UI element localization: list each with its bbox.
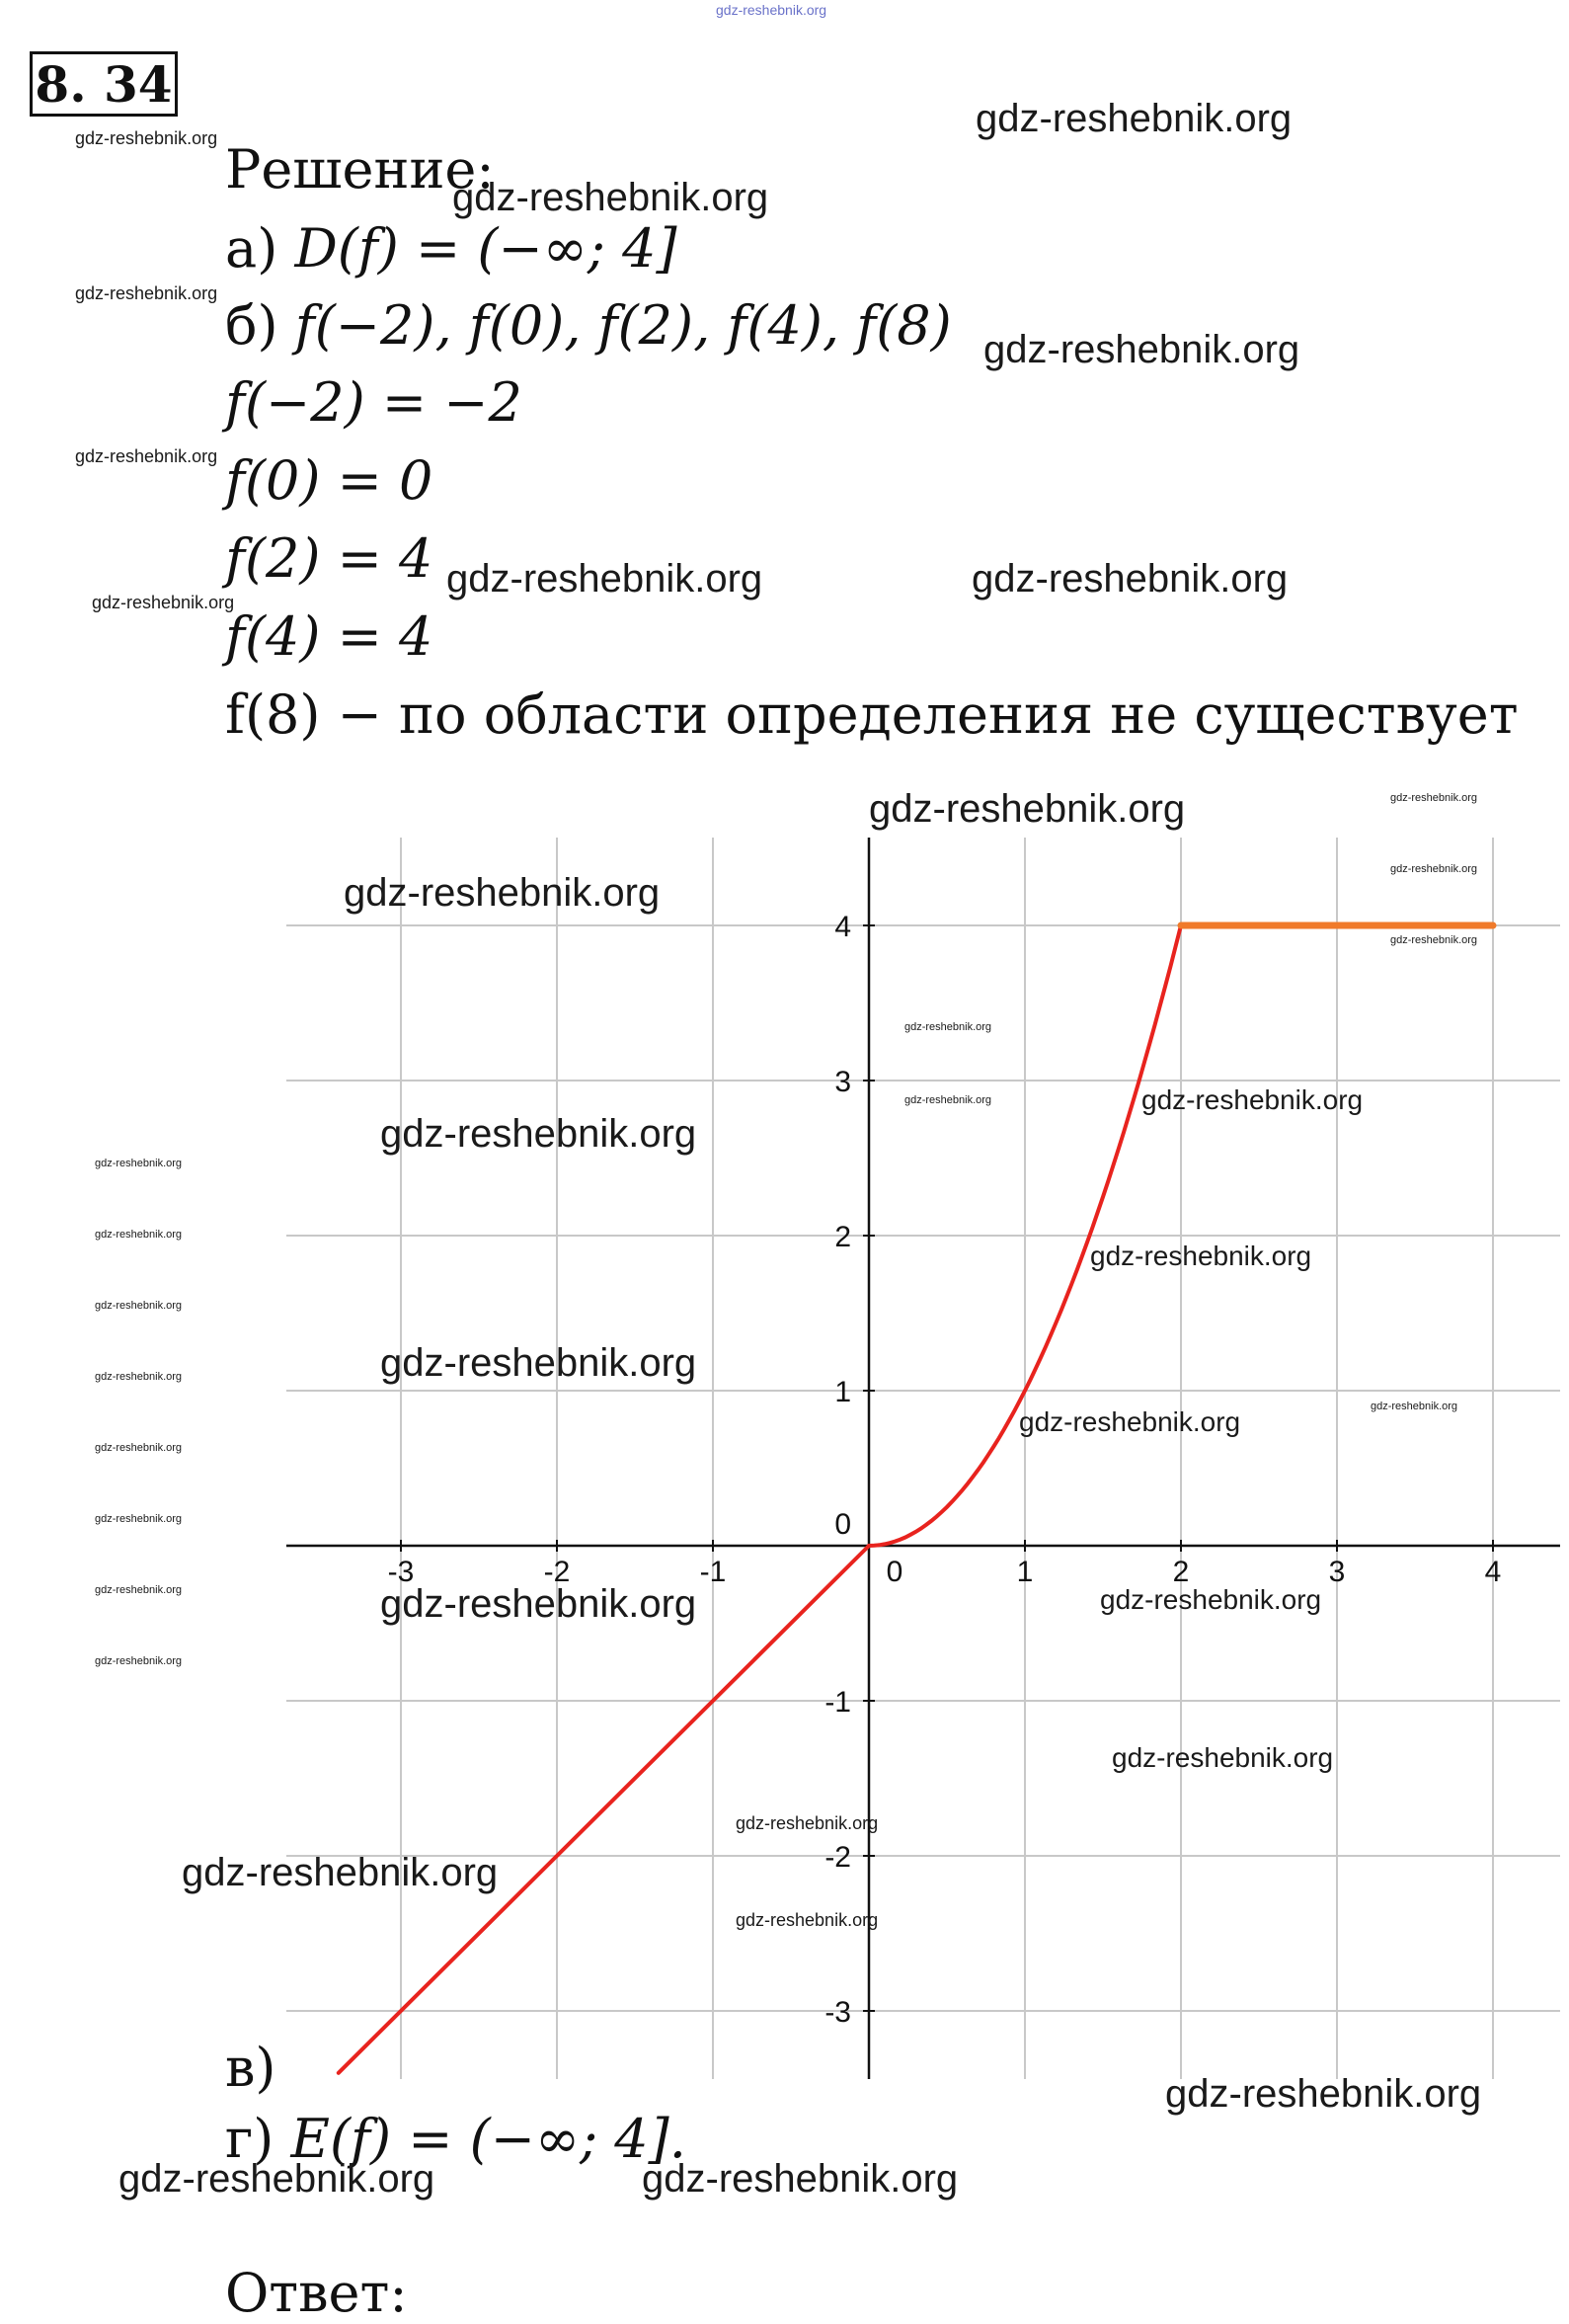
y-tick-label: -1 <box>824 1686 851 1719</box>
watermark: gdz-reshebnik.org <box>95 1371 183 1383</box>
solution-title: Решение: <box>225 138 495 200</box>
watermark: gdz-reshebnik.org <box>904 1094 992 1106</box>
watermark: gdz-reshebnik.org <box>92 593 235 612</box>
value-line-3: f(2) = 4 <box>225 527 433 590</box>
watermark: gdz-reshebnik.org <box>182 1851 499 1894</box>
watermark: gdz-reshebnik.org <box>344 871 661 915</box>
watermark: gdz-reshebnik.org <box>75 283 218 303</box>
watermark: gdz-reshebnik.org <box>452 176 769 219</box>
watermark: gdz-reshebnik.org <box>118 2157 435 2201</box>
watermark: gdz-reshebnik.org <box>983 328 1300 371</box>
x-tick-label: 0 <box>886 1556 903 1588</box>
watermark: gdz-reshebnik.org <box>1390 863 1478 875</box>
watermark: gdz-reshebnik.org <box>446 557 763 601</box>
watermark: gdz-reshebnik.org <box>1100 1584 1322 1615</box>
watermark: gdz-reshebnik.org <box>380 1582 697 1626</box>
watermark: gdz-reshebnik.org <box>1019 1406 1241 1437</box>
watermark: gdz-reshebnik.org <box>736 1813 879 1833</box>
watermark: gdz-reshebnik.org <box>75 446 218 466</box>
line-b-label: б) <box>225 294 295 357</box>
watermark: gdz-reshebnik.org <box>642 2157 959 2201</box>
y-tick-label: 3 <box>834 1066 851 1098</box>
x-tick-label: 3 <box>1328 1556 1346 1588</box>
watermark: gdz-reshebnik.org <box>1371 1401 1458 1412</box>
watermark: gdz-reshebnik.org <box>95 1655 183 1667</box>
domain-expression: D(f) = (−∞; 4] <box>294 217 677 280</box>
value-line-5: f(8) − по области определения не существует <box>225 683 1519 746</box>
watermark: gdz-reshebnik.org <box>1112 1742 1334 1773</box>
y-tick-label: 4 <box>834 911 851 943</box>
watermark: gdz-reshebnik.org <box>380 1341 697 1385</box>
y-tick-label: 2 <box>834 1221 851 1253</box>
watermark: gdz-reshebnik.org <box>95 1513 183 1525</box>
watermark: gdz-reshebnik.org <box>1141 1084 1364 1115</box>
x-tick-label: 1 <box>1016 1556 1034 1588</box>
x-tick-label: -2 <box>543 1556 571 1588</box>
x-tick-label: 2 <box>1172 1556 1190 1588</box>
watermark: gdz-reshebnik.org <box>1165 2072 1482 2116</box>
tick-labels <box>388 911 1502 2029</box>
watermark: gdz-reshebnik.org <box>95 1300 183 1312</box>
x-tick-label: -1 <box>699 1556 727 1588</box>
watermark: gdz-reshebnik.org <box>95 1229 183 1241</box>
y-tick-label: -2 <box>824 1841 851 1874</box>
watermark: gdz-reshebnik.org <box>1090 1241 1312 1271</box>
watermark: gdz-reshebnik.org <box>75 128 218 148</box>
range-expression: E(f) = (−∞; 4]. <box>290 2108 686 2170</box>
x-tick-label: 4 <box>1484 1556 1502 1588</box>
watermark: gdz-reshebnik.org <box>976 97 1293 140</box>
top-watermark: gdz-reshebnik.org <box>716 2 827 18</box>
line-a-label: а) <box>225 217 295 280</box>
watermark: gdz-reshebnik.org <box>869 787 1186 831</box>
answer-label: Ответ: <box>225 2262 408 2324</box>
value-line-2: f(0) = 0 <box>225 449 433 512</box>
y-tick-label: 0 <box>834 1508 851 1541</box>
values-list-expression: f(−2), f(0), f(2), f(4), f(8) <box>294 294 952 357</box>
watermark: gdz-reshebnik.org <box>95 1442 183 1454</box>
line-g-label: г) <box>225 2108 291 2170</box>
watermark: gdz-reshebnik.org <box>1390 934 1478 946</box>
y-tick-label: 1 <box>834 1376 851 1408</box>
line-v-label: в) <box>225 2037 276 2099</box>
value-line-4: f(4) = 4 <box>225 605 433 668</box>
watermark: gdz-reshebnik.org <box>95 1158 183 1169</box>
value-line-1: f(−2) = −2 <box>225 371 522 434</box>
watermark: gdz-reshebnik.org <box>95 1584 183 1596</box>
y-tick-label: -3 <box>824 1996 851 2029</box>
watermark: gdz-reshebnik.org <box>736 1910 879 1930</box>
problem-number: 8. 34 <box>30 51 178 117</box>
x-tick-label: -3 <box>387 1556 415 1588</box>
watermark: gdz-reshebnik.org <box>972 557 1289 601</box>
watermark: gdz-reshebnik.org <box>1390 792 1478 804</box>
watermark: gdz-reshebnik.org <box>380 1112 697 1156</box>
watermark: gdz-reshebnik.org <box>904 1021 992 1033</box>
